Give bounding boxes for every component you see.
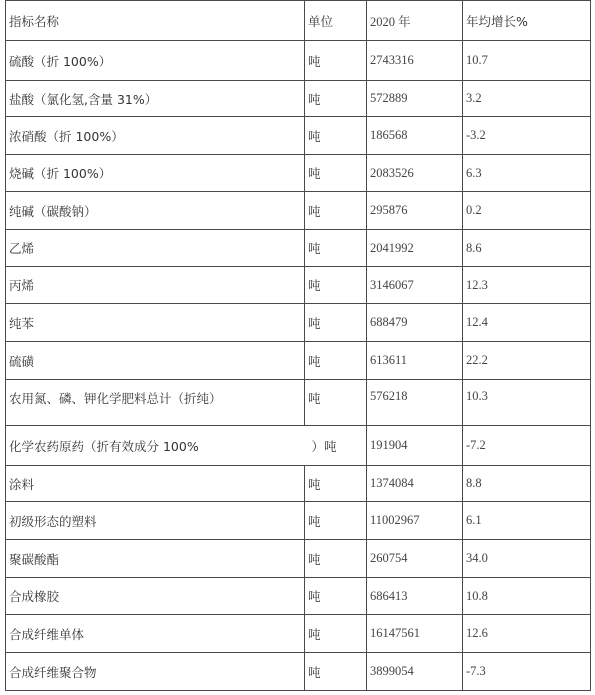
- table-row: [6, 155, 591, 192]
- indicator-name-cell: 合成橡胶: [6, 578, 305, 615]
- table-row: [6, 502, 591, 540]
- annual-growth-cell: -7.2: [463, 426, 591, 466]
- indicator-name-cell: 烧碱（折 100%）: [6, 155, 305, 192]
- indicator-name-cell: 农用氮、磷、钾化学肥料总计（折纯）: [6, 380, 305, 426]
- unit-cell: 吨: [305, 230, 367, 267]
- annual-growth-cell: 8.6: [463, 230, 591, 267]
- value-2020-cell: 186568: [367, 117, 463, 155]
- indicator-name-cell: 硫磺: [6, 342, 305, 380]
- annual-growth-cell: 12.6: [463, 615, 591, 653]
- indicator-name-cell: 纯碱（碳酸钠）: [6, 192, 305, 230]
- annual-growth-cell: 12.4: [463, 304, 591, 342]
- indicator-name-cell: 合成纤维单体: [6, 615, 305, 653]
- unit-cell: 吨: [305, 540, 367, 578]
- value-2020-cell: 2083526: [367, 155, 463, 192]
- annual-growth-cell: 34.0: [463, 540, 591, 578]
- annual-growth-cell: -3.2: [463, 117, 591, 155]
- annual-growth-cell: 10.7: [463, 41, 591, 81]
- table-row: [6, 615, 591, 653]
- table-row: [6, 578, 591, 615]
- header-unit: 单位: [305, 1, 367, 41]
- indicator-name-cell: 涂料: [6, 466, 305, 502]
- annual-growth-cell: 0.2: [463, 192, 591, 230]
- annual-growth-cell: 3.2: [463, 81, 591, 117]
- unit-cell: 吨: [305, 466, 367, 502]
- annual-growth-cell: -7.3: [463, 653, 591, 691]
- indicator-name-cell: 聚碳酸酯: [6, 540, 305, 578]
- annual-growth-cell: 10.8: [463, 578, 591, 615]
- indicator-name-cell: 浓硝酸（折 100%）: [6, 117, 305, 155]
- annual-growth-cell: 8.8: [463, 466, 591, 502]
- indicator-table: [5, 0, 591, 691]
- table-row: [6, 466, 591, 502]
- unit-cell: 吨: [305, 653, 367, 691]
- unit-cell: 吨: [305, 304, 367, 342]
- table-row: [6, 192, 591, 230]
- value-2020-cell: 3899054: [367, 653, 463, 691]
- table-row: [6, 653, 591, 691]
- unit-cell: ）吨: [305, 426, 367, 466]
- table-row: [6, 380, 591, 426]
- table-body: [6, 1, 591, 691]
- table-row: [6, 41, 591, 81]
- value-2020-cell: 295876: [367, 192, 463, 230]
- table-row: [6, 230, 591, 267]
- value-2020-cell: 572889: [367, 81, 463, 117]
- value-2020-cell: 2743316: [367, 41, 463, 81]
- table-row: [6, 540, 591, 578]
- unit-cell: 吨: [305, 192, 367, 230]
- table-row: [6, 81, 591, 117]
- annual-growth-cell: 6.1: [463, 502, 591, 540]
- table-row: [6, 304, 591, 342]
- value-2020-cell: 1374084: [367, 466, 463, 502]
- annual-growth-cell: 22.2: [463, 342, 591, 380]
- value-2020-cell: 2041992: [367, 230, 463, 267]
- table-row: [6, 426, 591, 466]
- unit-cell: 吨: [305, 41, 367, 81]
- header-row: [6, 1, 591, 41]
- value-2020-cell: 688479: [367, 304, 463, 342]
- table-row: [6, 117, 591, 155]
- indicator-name-cell: 合成纤维聚合物: [6, 653, 305, 691]
- indicator-name-cell: 丙烯: [6, 267, 305, 304]
- table-row: [6, 267, 591, 304]
- value-2020-cell: 191904: [367, 426, 463, 466]
- value-2020-cell: 576218: [367, 380, 463, 426]
- annual-growth-cell: 10.3: [463, 380, 591, 426]
- value-2020-cell: 3146067: [367, 267, 463, 304]
- annual-growth-cell: 6.3: [463, 155, 591, 192]
- unit-cell: 吨: [305, 615, 367, 653]
- value-2020-cell: 260754: [367, 540, 463, 578]
- value-2020-cell: 686413: [367, 578, 463, 615]
- unit-cell: 吨: [305, 117, 367, 155]
- unit-cell: 吨: [305, 502, 367, 540]
- indicator-name-cell: 初级形态的塑料: [6, 502, 305, 540]
- indicator-name-cell: 纯苯: [6, 304, 305, 342]
- header-annual-growth: 年均增长%: [463, 1, 591, 41]
- value-2020-cell: 16147561: [367, 615, 463, 653]
- annual-growth-cell: 12.3: [463, 267, 591, 304]
- table-row: [6, 342, 591, 380]
- header-year-2020: 2020 年: [367, 1, 463, 41]
- value-2020-cell: 613611: [367, 342, 463, 380]
- unit-cell: 吨: [305, 155, 367, 192]
- value-2020-cell: 11002967: [367, 502, 463, 540]
- indicator-name-cell: 乙烯: [6, 230, 305, 267]
- indicator-name-cell: 硫酸（折 100%）: [6, 41, 305, 81]
- unit-cell: 吨: [305, 267, 367, 304]
- indicator-name-cell: 化学农药原药（折有效成分 100%: [6, 426, 305, 466]
- unit-cell: 吨: [305, 380, 367, 426]
- unit-cell: 吨: [305, 578, 367, 615]
- header-indicator-name: 指标名称: [6, 1, 305, 41]
- unit-cell: 吨: [305, 81, 367, 117]
- unit-cell: 吨: [305, 342, 367, 380]
- indicator-name-cell: 盐酸（氯化氢,含量 31%）: [6, 81, 305, 117]
